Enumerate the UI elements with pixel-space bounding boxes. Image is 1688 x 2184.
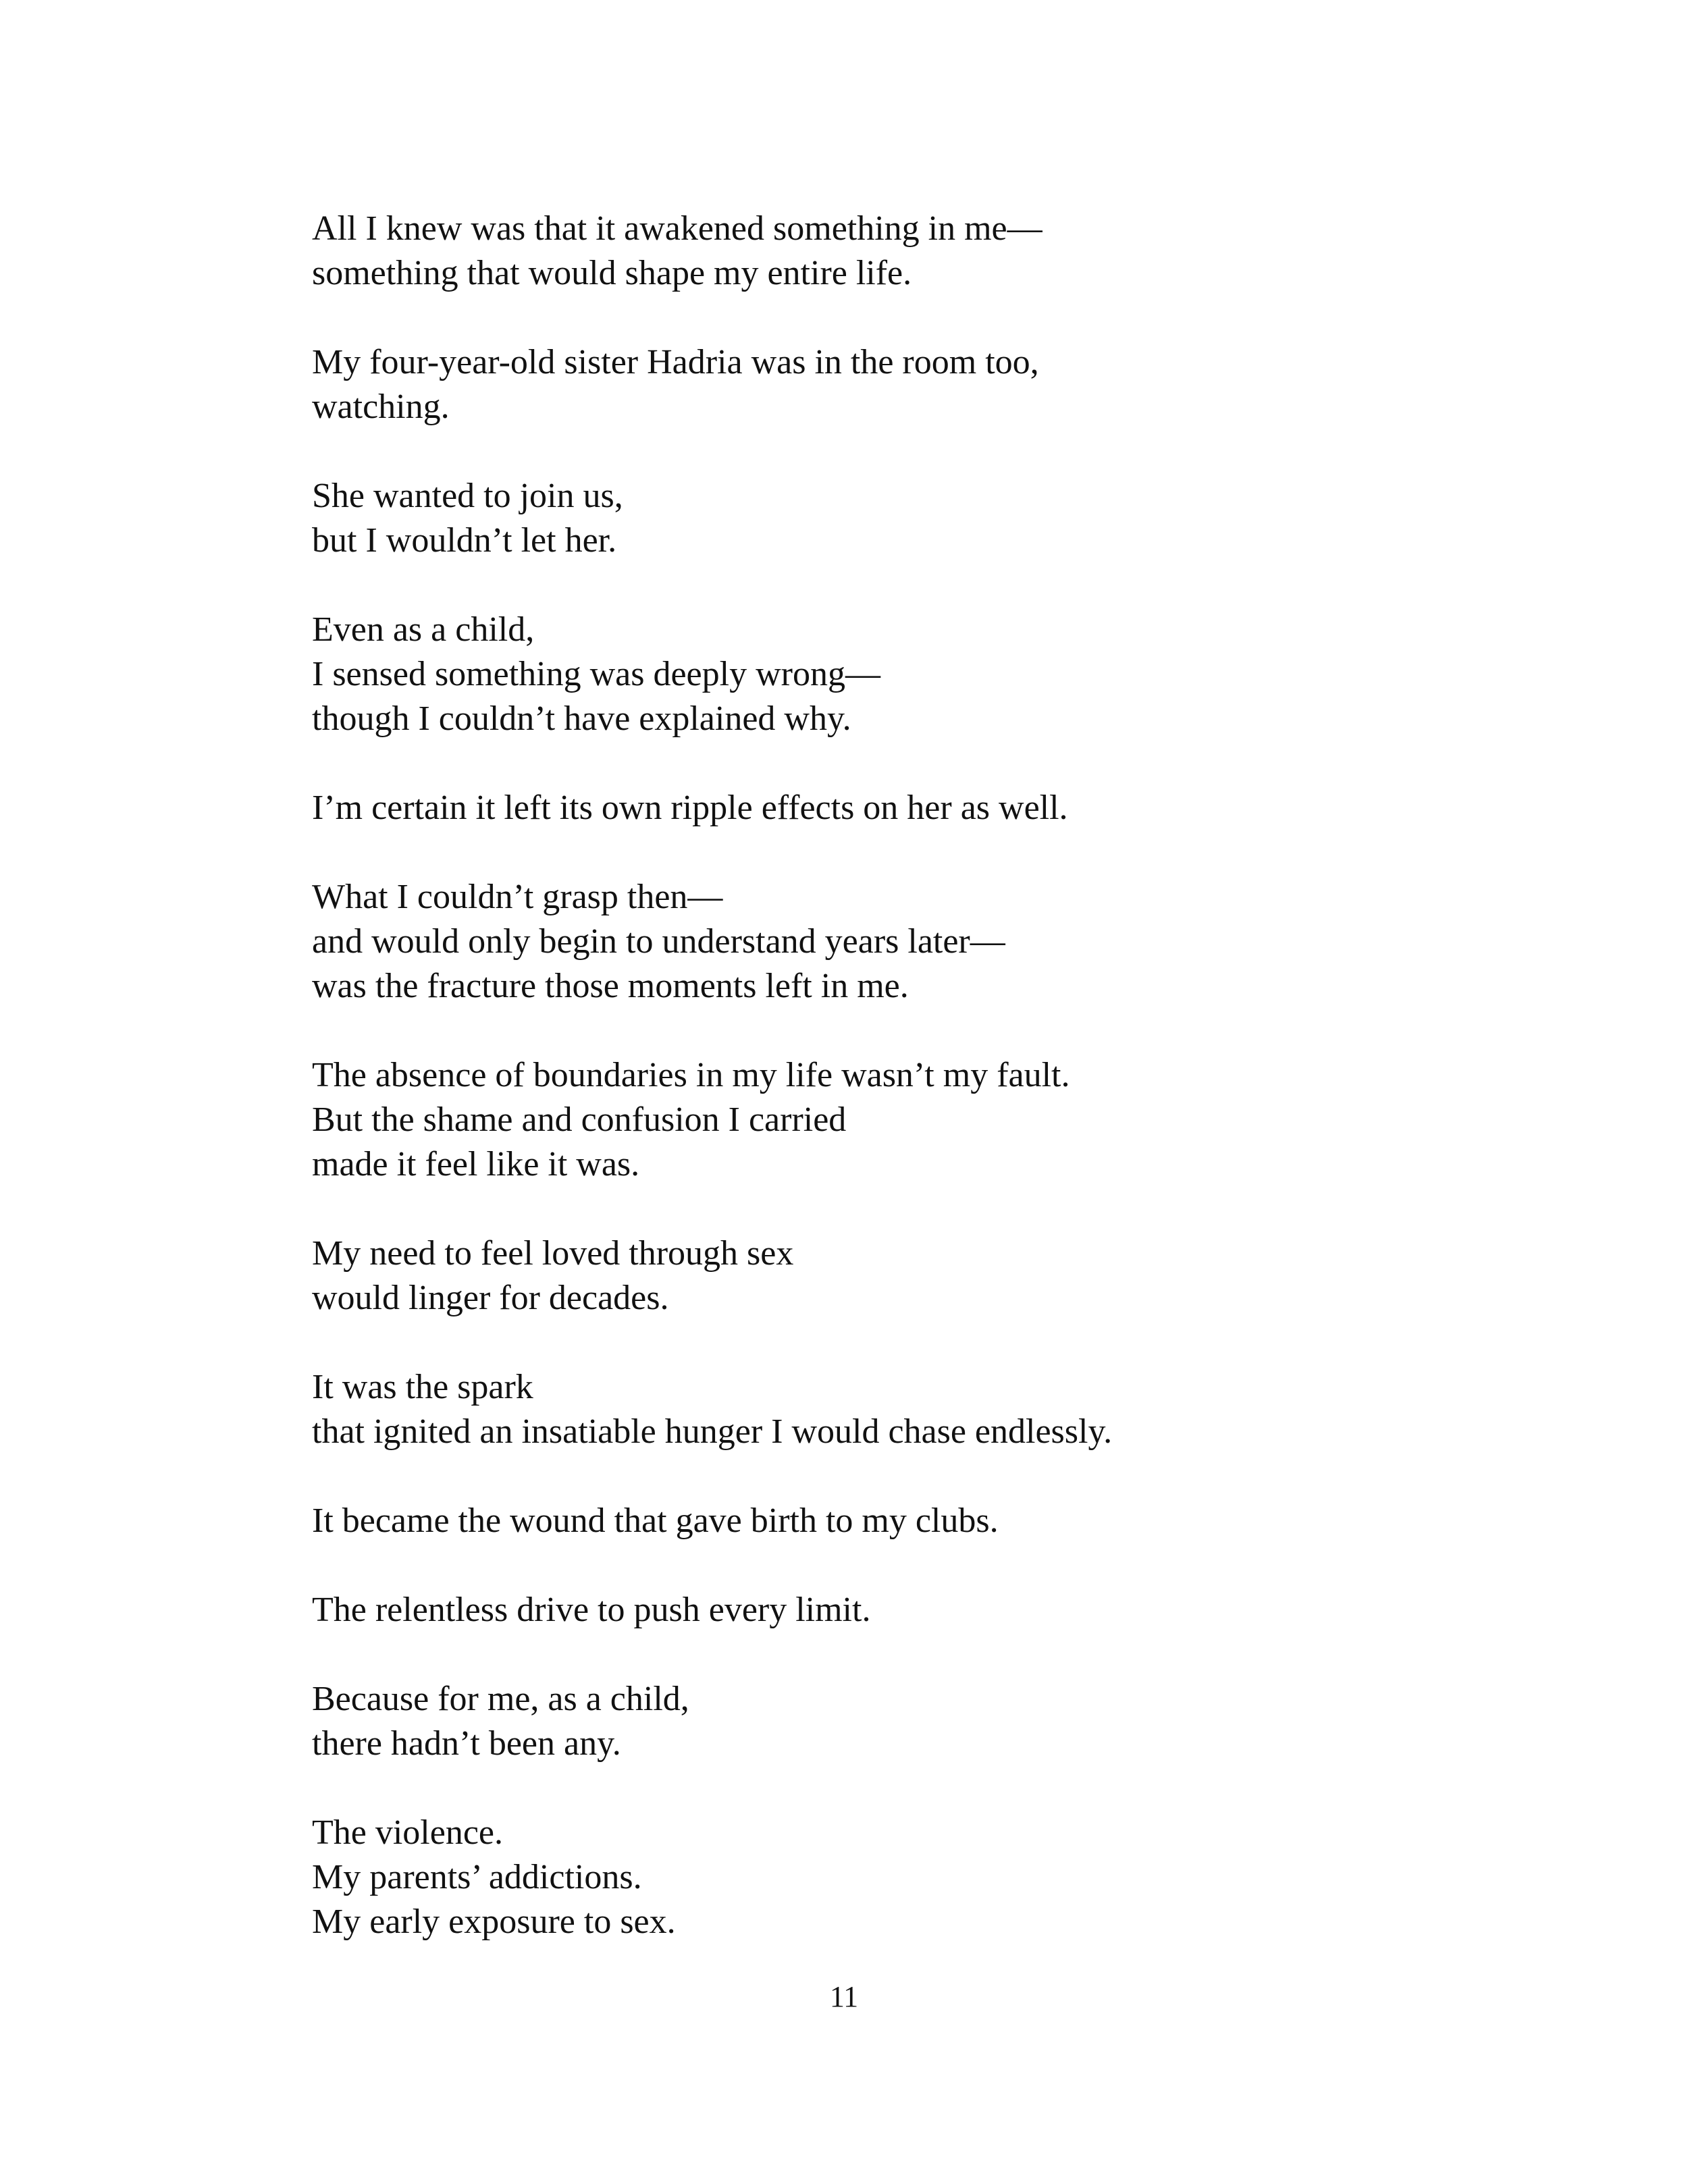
stanza [312, 1231, 1595, 1321]
poem-line: I’m certain it left its own ripple effects on her as well. [312, 789, 1068, 827]
poem-line: was the fracture those moments left in me. [312, 967, 909, 1005]
poem-line: The violence. [312, 1813, 503, 1852]
stanza [312, 340, 1595, 429]
poem-line: but I wouldn’t let her. [312, 521, 617, 560]
poem-line: The relentless drive to push every limit. [312, 1591, 871, 1629]
stanza [312, 1365, 1595, 1454]
poem-line: would linger for decades. [312, 1279, 669, 1317]
poem-line: It was the spark [312, 1368, 533, 1406]
poem-line: It became the wound that gave birth to my clubs. [312, 1501, 999, 1540]
poem-line: My parents’ addictions. [312, 1858, 642, 1896]
stanza [312, 608, 1595, 741]
poem-line: and would only begin to understand years later— [312, 922, 1005, 961]
stanza [312, 1053, 1595, 1187]
poem-line: something that would shape my entire life. [312, 254, 912, 292]
poem-line: What I couldn’t grasp then— [312, 878, 723, 916]
poem-line: Even as a child, [312, 610, 535, 649]
poem-line: The absence of boundaries in my life wasn’t my fault. [312, 1056, 1070, 1094]
poem-line: Because for me, as a child, [312, 1680, 689, 1718]
poem-line: All I knew was that it awakened something in me— [312, 209, 1043, 248]
poem-line: My need to feel loved through sex [312, 1234, 794, 1273]
poem-line: watching. [312, 388, 450, 426]
stanza [312, 786, 1595, 830]
poem-line: though I couldn’t have explained why. [312, 699, 851, 738]
poem-line: My early exposure to sex. [312, 1902, 676, 1941]
stanza [312, 207, 1595, 296]
stanza [312, 1588, 1595, 1632]
stanza [312, 875, 1595, 1009]
stanza [312, 1499, 1595, 1543]
poem-line: there hadn’t been any. [312, 1724, 621, 1763]
poem-line: I sensed something was deeply wrong— [312, 655, 880, 693]
stanza [312, 474, 1595, 563]
poem-line: My four-year-old sister Hadria was in the room too, [312, 343, 1039, 381]
poem-line: But the shame and confusion I carried [312, 1100, 847, 1139]
stanza [312, 1811, 1595, 1944]
stanza [312, 1677, 1595, 1766]
poem-line: that ignited an insatiable hunger I would chase endlessly. [312, 1412, 1113, 1451]
page-number: 11 [829, 1980, 859, 2013]
poem-line: made it feel like it was. [312, 1145, 640, 1183]
poem-body [312, 207, 1595, 1989]
poem-line: She wanted to join us, [312, 477, 623, 515]
